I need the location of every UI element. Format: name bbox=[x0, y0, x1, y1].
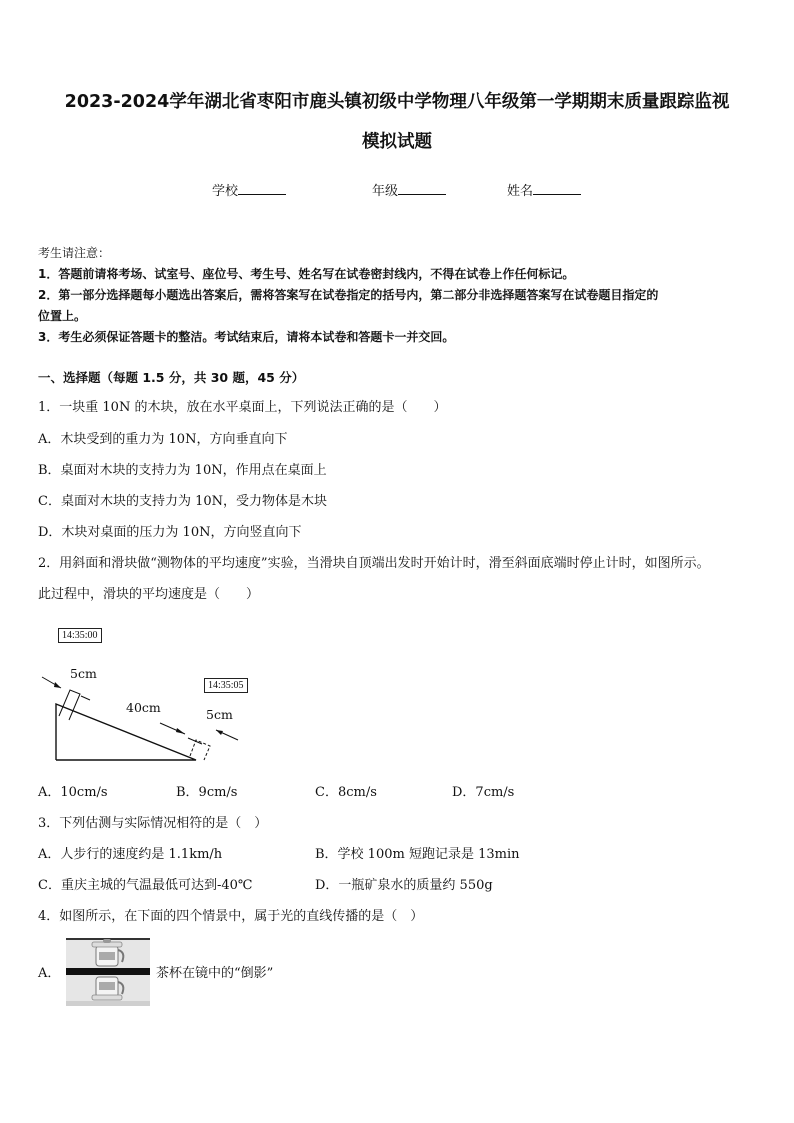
incline-drawing bbox=[30, 620, 270, 770]
school-field bbox=[212, 180, 286, 199]
q2-option-c: C．8cm/s bbox=[315, 785, 377, 800]
label-5cm-top: 5cm bbox=[70, 666, 97, 681]
section-heading: 一、选择题（每题 1.5 分，共 30 题，45 分） bbox=[38, 370, 305, 385]
grade-label: 年级 bbox=[372, 184, 399, 199]
q3-option-b: B．学校 100m 短跑记录是 13min bbox=[315, 847, 520, 862]
end-clock: 14:35:05 bbox=[204, 678, 248, 693]
q1-option-b: B．桌面对木块的支持力为 10N，作用点在桌面上 bbox=[38, 463, 327, 478]
q2-stem-1: 2．用斜面和滑块做“测物体的平均速度”实验，当滑块自顶端出发时开始计时，滑至斜面底端时停止计时，如图所示。 bbox=[38, 556, 710, 571]
q2-option-b: B．9cm/s bbox=[176, 785, 238, 800]
q4-option-a-prefix: A． bbox=[38, 966, 61, 981]
name-blank bbox=[533, 182, 581, 195]
notice-item-2b: 位置上。 bbox=[38, 309, 87, 323]
page-title-line1: 2023-2024学年湖北省枣阳市鹿头镇初级中学物理八年级第一学期期末质量跟踪监视 bbox=[64, 92, 730, 112]
q1-option-c: C．桌面对木块的支持力为 10N，受力物体是木块 bbox=[38, 494, 327, 509]
q3-option-c: C．重庆主城的气温最低可达到-40℃ bbox=[38, 878, 253, 893]
notice-item-1: 1．答题前请将考场、试室号、座位号、考生号、姓名写在试卷密封线内，不得在试卷上作任何标记。 bbox=[38, 267, 575, 281]
q1-option-d: D．木块对桌面的压力为 10N，方向竖直向下 bbox=[38, 525, 302, 540]
q2-stem-2: 此过程中，滑块的平均速度是（ ） bbox=[38, 587, 260, 602]
notice-item-2a: 2．第一部分选择题每小题选出答案后，需将答案写在试卷指定的括号内，第二部分非选择题答案写在试卷题目指定的 bbox=[38, 288, 659, 302]
q1-option-a: A．木块受到的重力为 10N，方向垂直向下 bbox=[38, 432, 288, 447]
page-title-line2: 模拟试题 bbox=[362, 132, 432, 152]
q1-stem: 1．一块重 10N 的木块，放在水平桌面上，下列说法正确的是（ ） bbox=[38, 400, 447, 415]
q3-stem: 3．下列估测与实际情况相符的是（ ） bbox=[38, 816, 268, 831]
notice-item-3: 3．考生必须保证答题卡的整洁。考试结束后，请将本试卷和答题卡一并交回。 bbox=[38, 330, 455, 344]
school-label: 学校 bbox=[212, 184, 239, 199]
q2-option-a: A．10cm/s bbox=[38, 785, 108, 800]
name-label: 姓名 bbox=[507, 184, 534, 199]
incline-diagram bbox=[30, 620, 270, 770]
q2-option-d: D．7cm/s bbox=[452, 785, 515, 800]
school-blank bbox=[238, 182, 286, 195]
q3-option-d: D．一瓶矿泉水的质量约 550g bbox=[315, 878, 493, 893]
teacup-mirror-photo bbox=[66, 938, 150, 1006]
start-clock: 14:35:00 bbox=[58, 628, 102, 643]
name-field bbox=[507, 180, 581, 199]
q4-option-a-caption: 茶杯在镜中的“倒影” bbox=[156, 966, 274, 981]
q3-option-a: A．人步行的速度约是 1.1km/h bbox=[38, 847, 223, 862]
notice-heading: 考生请注意： bbox=[38, 246, 111, 260]
grade-blank bbox=[398, 182, 446, 195]
label-40cm: 40cm bbox=[126, 700, 161, 715]
q4-stem: 4．如图所示，在下面的四个情景中，属于光的直线传播的是（ ） bbox=[38, 909, 424, 924]
label-5cm-bottom: 5cm bbox=[206, 707, 233, 722]
grade-field bbox=[372, 180, 446, 199]
